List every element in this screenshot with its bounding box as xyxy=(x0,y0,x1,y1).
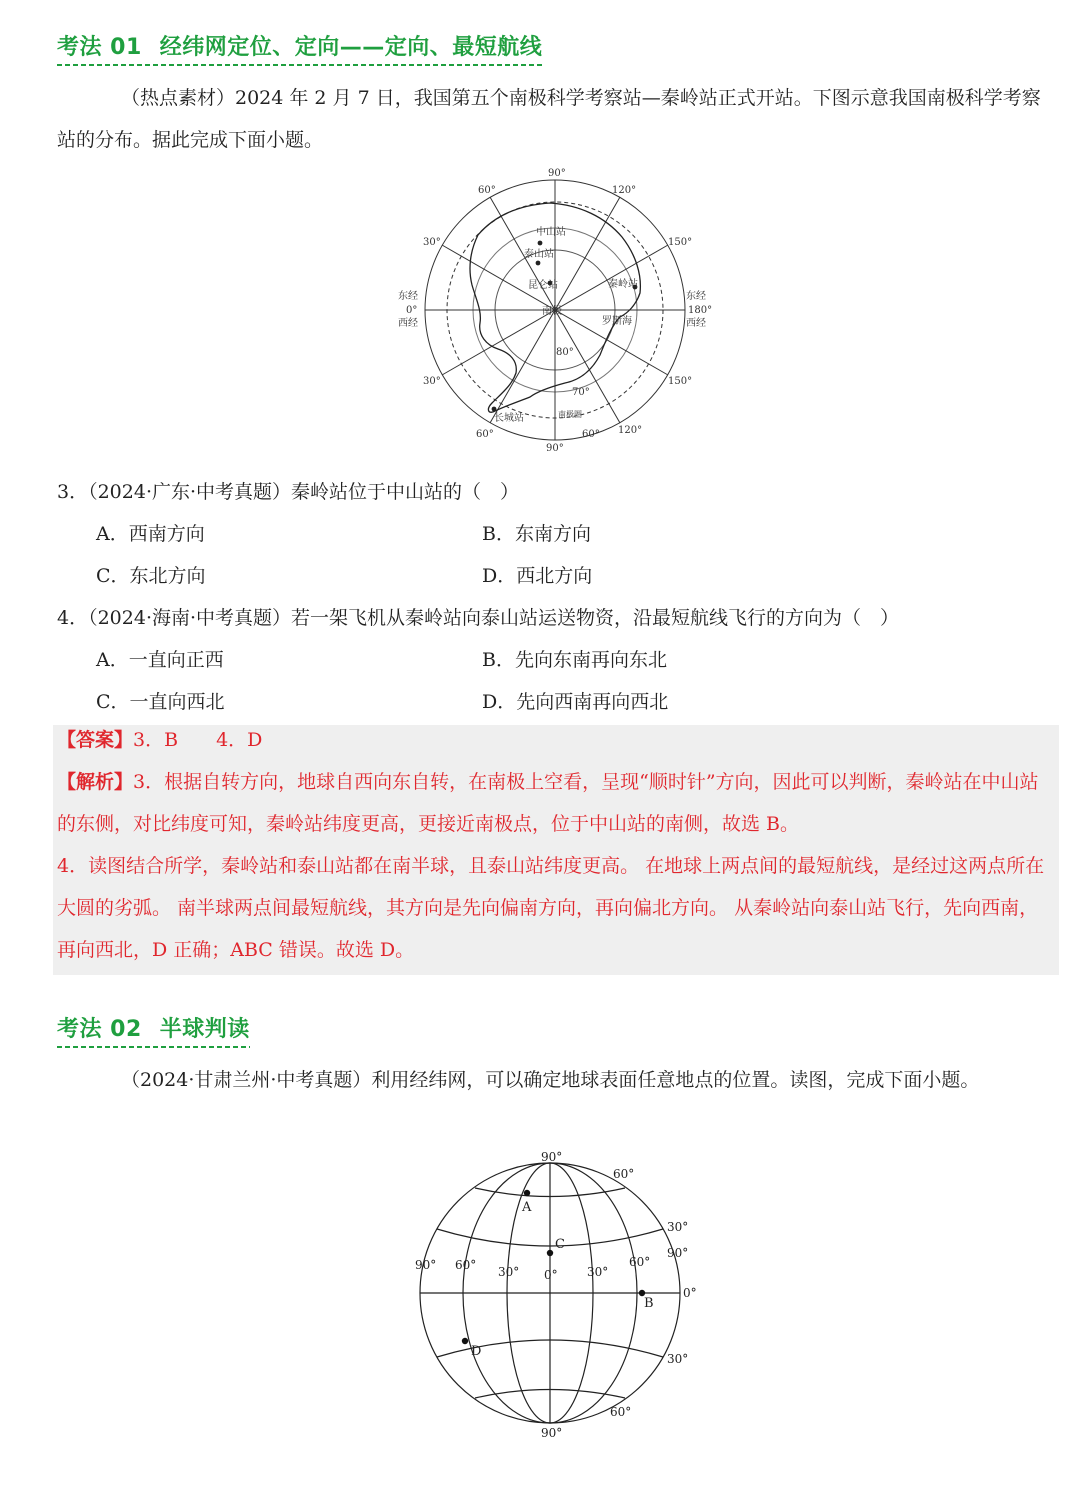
globe-lbl-equator-0: 0° xyxy=(683,1286,697,1300)
lat-lbl-70: 70° xyxy=(572,387,590,398)
map-lbl-13: 60° xyxy=(476,429,494,440)
q4-option-d[interactable]: D．先向西南再向西北 xyxy=(482,691,669,713)
map-lbl-6: 0° xyxy=(406,305,418,316)
map-lbl-15: 90° xyxy=(546,443,564,454)
globe-lbl-30-top: 30° xyxy=(667,1220,689,1234)
place-kunlun: 昆仑站 xyxy=(528,280,558,291)
map-lbl-12: 150° xyxy=(668,376,693,387)
place-qinling: 秦岭站 xyxy=(608,279,638,290)
section-1-intro: （热点素材）2024 年 2 月 7 日，我国第五个南极科学考察站—秦岭站正式开站。下图示意我国南极科学考察站的分布。据此完成下面小题。 xyxy=(57,87,1041,151)
q4-option-a[interactable]: A．一直向正西 xyxy=(96,649,224,671)
point-c xyxy=(547,1250,553,1256)
map-lbl-7: 西经 xyxy=(398,318,418,329)
zhongshan-point xyxy=(538,241,543,246)
q3-option-b[interactable]: B．东南方向 xyxy=(482,523,591,545)
globe-lbl-left-60: 60° xyxy=(455,1258,477,1272)
point-label-c: C xyxy=(555,1237,565,1252)
map-lbl-9: 180° xyxy=(688,305,713,316)
point-label-a: A xyxy=(522,1200,532,1215)
map-lbl-0: 90° xyxy=(548,168,566,179)
analysis-tag: 【解析】 xyxy=(57,771,134,793)
q3-option-a[interactable]: A．西南方向 xyxy=(96,523,205,545)
analysis-paragraph-1 xyxy=(57,761,1057,845)
place-taishan: 泰山站 xyxy=(524,249,554,260)
map-lbl-14: 120° xyxy=(618,425,643,436)
globe-lbl-left-30: 30° xyxy=(498,1265,520,1279)
globe-lbl-60-bottom: 60° xyxy=(610,1405,632,1419)
place-ross-sea: 罗斯海 xyxy=(602,316,632,327)
question-3-stem: 3．（2024·广东·中考真题）秦岭站位于中山站的（ ） xyxy=(57,481,520,503)
map-lbl-2: 120° xyxy=(612,185,637,196)
section-2-title-text: 半球判读 xyxy=(159,1017,250,1042)
lat-lbl-60: 60° xyxy=(582,429,600,440)
point-label-b: B xyxy=(644,1296,654,1311)
map-lbl-1: 60° xyxy=(478,185,496,196)
analysis-text-1: 3．根据自转方向，地球自西向东自转，在南极上空看，呈现“顺时针”方向，因此可以判断，秦岭站在中山站的东侧，对比纬度可知，秦岭站纬度更高，更接近南极点，位于中山站的南侧，故选 B。 xyxy=(57,771,1039,835)
hemisphere-globe xyxy=(405,1145,705,1445)
lat-lbl-80: 80° xyxy=(556,347,574,358)
globe-lbl-60-top: 60° xyxy=(613,1167,635,1181)
section-1-number: 考法 01 xyxy=(57,35,142,60)
taishan-point xyxy=(536,261,541,266)
globe-lbl-30-bottom: 30° xyxy=(667,1352,689,1366)
place-changcheng: 长城站 xyxy=(494,413,524,424)
place-south-pole: 南极 xyxy=(542,306,562,317)
q3-option-d[interactable]: D．西北方向 xyxy=(482,565,593,587)
q4-option-b[interactable]: B．先向东南再向东北 xyxy=(482,649,667,671)
answer-text: 3．B 4．D xyxy=(133,729,263,751)
globe-lbl-right-60: 60° xyxy=(629,1255,651,1269)
q3-option-c[interactable]: C．东北方向 xyxy=(96,565,206,587)
section-1-title xyxy=(57,30,542,61)
map-lbl-5: 东经 xyxy=(398,291,418,302)
answer-line xyxy=(57,719,1057,761)
section-1-title-text: 经纬网定位、定向——定向、最短航线 xyxy=(159,35,543,60)
globe-lbl-left-90: 90° xyxy=(415,1258,437,1272)
map-lbl-3: 30° xyxy=(423,237,441,248)
place-antarctic-circle: 南极圈 xyxy=(558,410,582,419)
map-lbl-11: 30° xyxy=(423,376,441,387)
globe-lbl-top-90: 90° xyxy=(541,1150,563,1164)
answer-tag: 【答案】 xyxy=(57,729,134,751)
globe-lbl-right-90: 90° xyxy=(667,1246,689,1260)
globe-lbl-right-30: 30° xyxy=(587,1265,609,1279)
analysis-paragraph-2: 4．读图结合所学，秦岭站和泰山站都在南半球，且泰山站纬度更高。 在地球上两点间的最短航线，是经过这两点所在大圆的劣弧。 南半球两点间最短航线，其方向是先向偏南方向，再向偏北方向。 从秦岭站向泰山站飞行，先向西南，再向西北，D 正确；ABC 错误。故选 D。 xyxy=(57,855,1045,961)
q4-option-c[interactable]: C．一直向西北 xyxy=(96,691,225,713)
changcheng-point xyxy=(492,407,497,412)
question-4-stem: 4．（2024·海南·中考真题）若一架飞机从秦岭站向泰山站运送物资，沿最短航线飞行的方向为（ ） xyxy=(57,607,900,629)
globe-lbl-center-0: 0° xyxy=(544,1268,558,1282)
point-d xyxy=(462,1338,468,1344)
map-lbl-10: 西经 xyxy=(686,318,706,329)
section-2-title xyxy=(57,1012,250,1043)
map-lbl-4: 150° xyxy=(668,237,693,248)
globe-lbl-bottom-90: 90° xyxy=(541,1426,563,1440)
point-label-d: D xyxy=(471,1344,482,1359)
point-a xyxy=(524,1190,530,1196)
antarctica-map xyxy=(390,165,720,455)
section-2-intro: （2024·甘肃兰州·中考真题）利用经纬网，可以确定地球表面任意地点的位置。读图，完成下面小题。 xyxy=(121,1069,980,1091)
map-lbl-8: 东经 xyxy=(686,291,706,302)
section-2-number: 考法 02 xyxy=(57,1017,142,1042)
place-zhongshan: 中山站 xyxy=(536,227,566,238)
